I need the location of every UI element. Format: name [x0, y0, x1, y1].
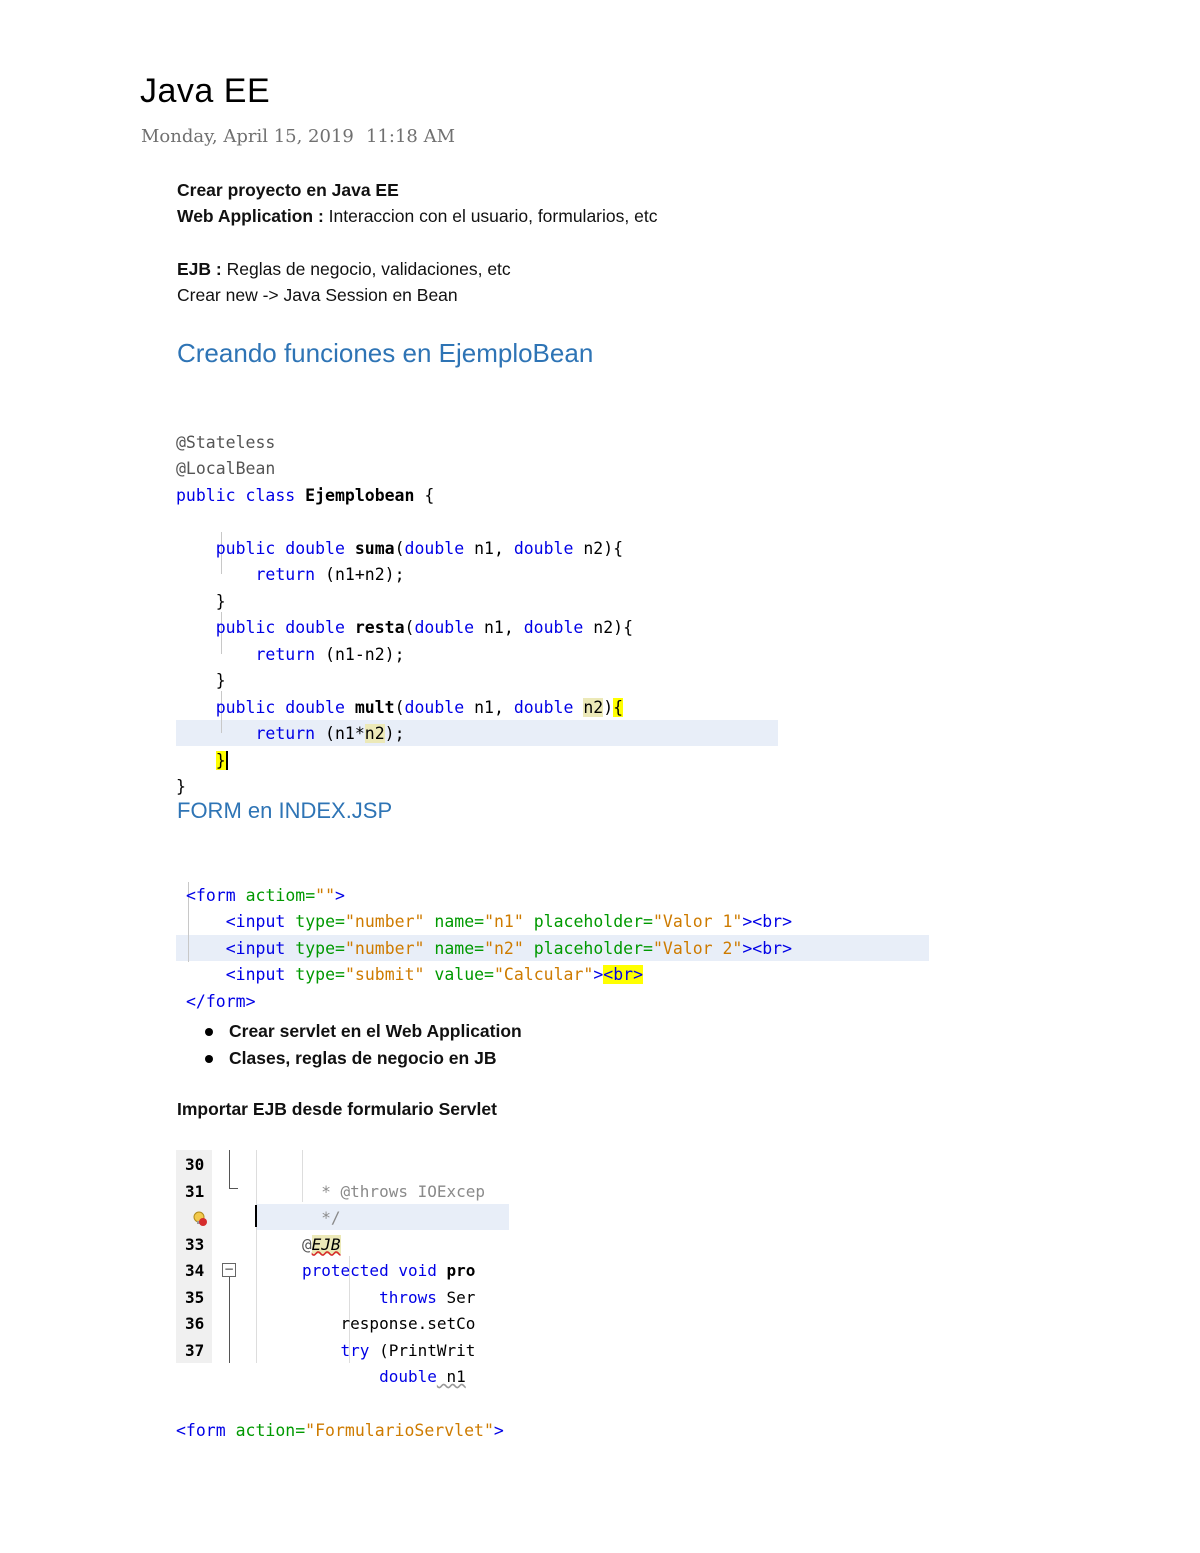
- code-close-brace: }: [215, 591, 226, 611]
- list-item: Crear servlet en el Web Application: [205, 1018, 522, 1045]
- intro-line-3: EJB : Reglas de negocio, validaciones, etc: [177, 259, 511, 279]
- code-input-n1: <input type="number" name="n1" placeholder="Valor 1"><br>: [225, 912, 793, 931]
- error-hint-icon[interactable]: [185, 1205, 209, 1232]
- code-form-open: <form actiom="">: [186, 885, 345, 905]
- line-numbers: 30 31 33 34 35 36 37: [185, 1152, 209, 1364]
- fold-guide-end: [229, 1188, 238, 1189]
- code-return-mult: return (n1*n2);: [255, 724, 405, 743]
- code-line-36: try (PrintWrit: [340, 1340, 476, 1360]
- code-annotation-stateless: @Stateless: [176, 432, 276, 452]
- bullet-icon: [205, 1028, 213, 1036]
- page-date: Monday, April 15, 2019: [141, 126, 354, 147]
- ide-code-snippet: [176, 1150, 509, 1386]
- fold-guide: [229, 1150, 230, 1188]
- code-line-32: @EJB: [302, 1234, 341, 1254]
- fold-guide: [229, 1277, 230, 1363]
- code-form-close: </form>: [186, 991, 256, 1011]
- code-method-resta: public double resta(double n1, double n2){: [215, 618, 634, 637]
- editor-margin-line: [256, 1150, 257, 1363]
- code-class-close-brace: }: [176, 777, 186, 796]
- code-method-suma: public double suma(double n1, double n2){: [215, 538, 624, 558]
- code-input-n2: <input type="number" name="n2" placeholder="Valor 2"><br>: [225, 938, 793, 958]
- code-line-35: response.setCo: [340, 1314, 476, 1333]
- code-block-ejemplobean: [176, 403, 633, 827]
- list-item: Clases, reglas de negocio en JB: [205, 1045, 522, 1072]
- code-return-suma: return (n1+n2);: [255, 565, 405, 584]
- text-cursor: [255, 1205, 257, 1227]
- code-class-declaration: public class Ejemplobean {: [176, 485, 435, 505]
- intro-line-4: Crear new -> Java Session en Bean: [177, 285, 458, 305]
- page-time: 11:18 AM: [366, 126, 456, 147]
- bullet-list: [205, 1018, 522, 1072]
- code-annotation-localbean: @LocalBean: [176, 459, 276, 478]
- section-heading-ejemplobean: Creando funciones en EjemploBean: [177, 338, 594, 368]
- section-heading-form-index: FORM en INDEX.JSP: [177, 798, 393, 823]
- fold-collapse-icon[interactable]: −: [223, 1262, 235, 1276]
- intro-line-1: Crear proyecto en Java EE: [177, 180, 399, 200]
- intro-line-2: Web Application : Interaccion con el usuario, formularios, etc: [177, 206, 658, 226]
- code-close-brace-highlighted: }: [215, 750, 226, 770]
- page-title: Java EE: [140, 72, 271, 110]
- code-line-34: throws Ser: [379, 1287, 476, 1307]
- bullet-icon: [205, 1055, 213, 1063]
- code-form-action-servlet: <form action="FormularioServlet">: [176, 1421, 504, 1440]
- code-line-31: */: [321, 1208, 341, 1227]
- code-line-30: * @throws IOExcep: [321, 1181, 486, 1201]
- code-return-resta: return (n1-n2);: [255, 644, 405, 664]
- code-line-37: double n1: [379, 1367, 466, 1386]
- code-close-brace: }: [215, 671, 226, 690]
- code-block-form-jsp: [186, 856, 792, 1042]
- code-input-submit: <input type="submit" value="Calcular"><br>: [225, 965, 644, 984]
- ide-code-lines: [302, 1152, 485, 1444]
- code-line-33: protected void pro: [302, 1261, 476, 1280]
- section-label-importar-ejb: Importar EJB desde formulario Servlet: [177, 1099, 497, 1119]
- code-method-mult: public double mult(double n1, double n2){: [215, 697, 624, 717]
